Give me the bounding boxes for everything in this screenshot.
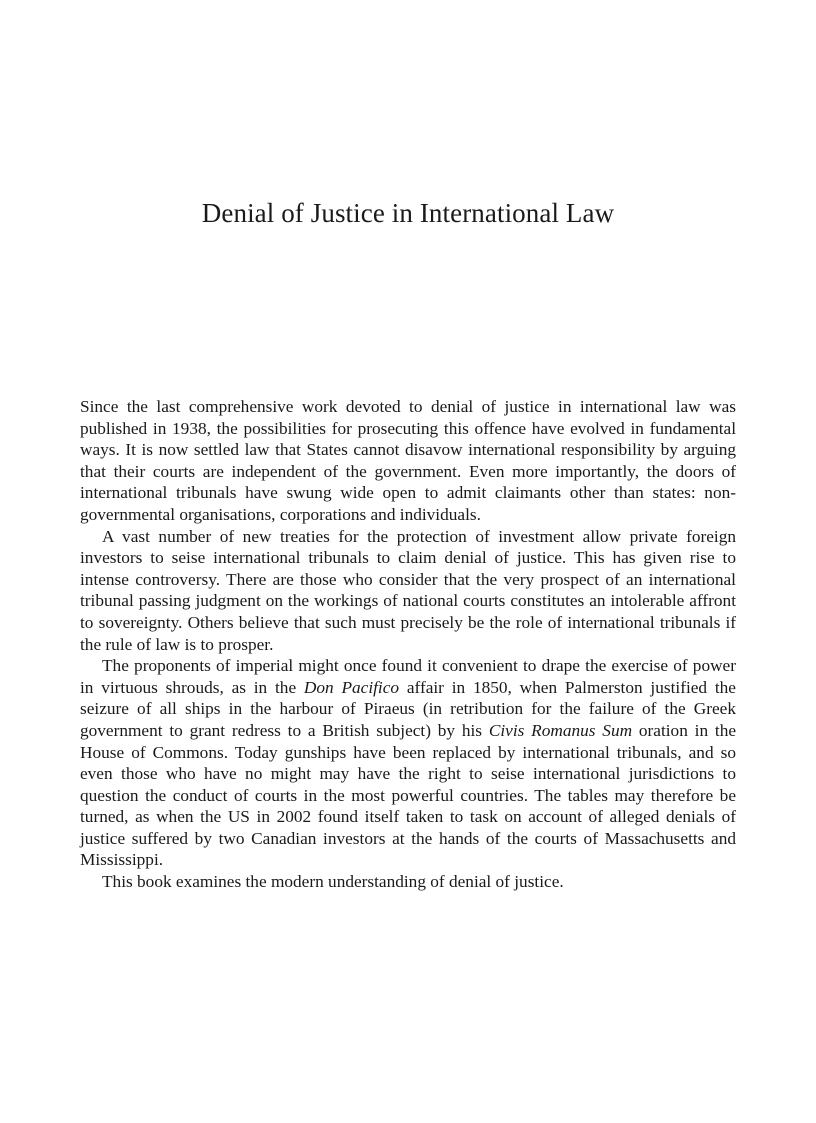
paragraph-2: A vast number of new treaties for the protection of investment allow private foreign investors to seise international tribunals to claim denial of justice. This has given rise to intense controversy. There are those who consider that the very prospect of an international tribunal passing judgment on the workings of national courts constitutes an intolerable affront to sovereignty. Others believe that such must precisely be the role of international tribunals if the rule of law is to prosper. (80, 526, 736, 654)
paragraph-4: This book examines the modern understanding of denial of justice. (102, 872, 564, 892)
paragraph-3 (80, 655, 736, 871)
blurb-body (80, 396, 736, 893)
paragraph-1: Since the last comprehensive work devoted to denial of justice in international law was published in 1938, the possibilities for prosecuting this offence have evolved in fundamental ways. It is now settled law that States cannot disavow international responsibility by arguing that their courts are independent of the government. Even more importantly, the doors of international tribunals have swung wide open to admit claimants other than states: non-governmental organisations, corporations and individuals. (80, 397, 736, 524)
page-title: Denial of Justice in International Law (201, 198, 615, 228)
paragraph-3-text-b: affair in 1850, when Palmerston justified the seizure of all ships in the harbour of Piraeus (in retribution for the failure of the Greek government to grant redress to a British subject) by his (80, 677, 736, 740)
civis-romanus-sum-italic: Civis Romanus Sum (488, 720, 633, 740)
paragraph-3-text-c: oration in the House of Commons. Today gunships have been replaced by international tribunals, and so even those who have no might may have the right to seise international jurisdictions to question the conduct of courts in the most powerful countries. The tables may therefore be turned, as when the US in 2002 found itself taken to task on account of alleged denials of justice suffered by two Canadian investors at the hands of the courts of Massachusetts and Mississippi. (80, 720, 737, 870)
paragraph-3-text-a: The proponents of imperial might once found it convenient to drape the exercise of power in virtuous shrouds, as in the (80, 656, 736, 697)
don-pacifico-italic: Don Pacifico (303, 677, 400, 697)
